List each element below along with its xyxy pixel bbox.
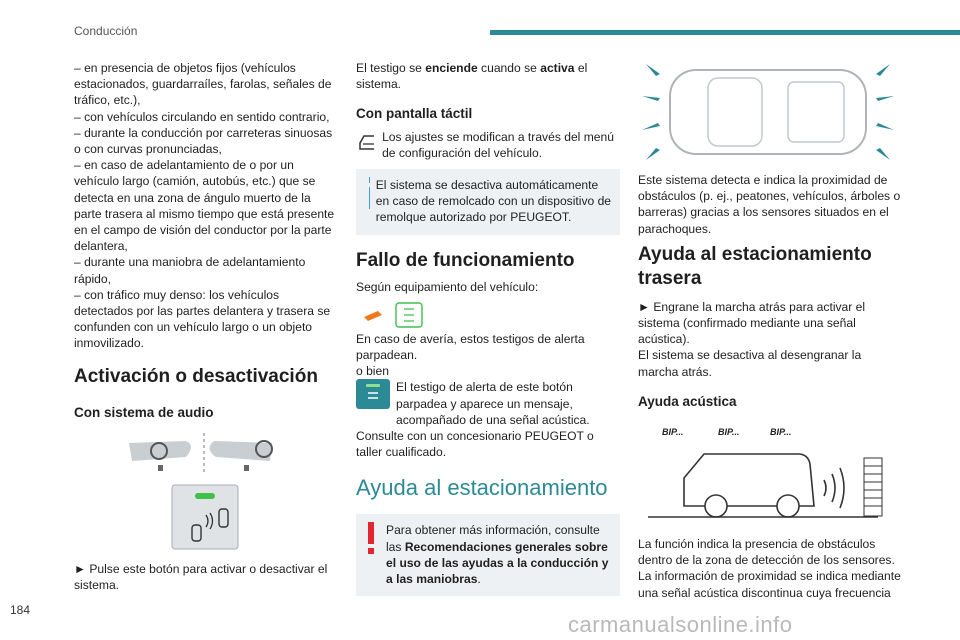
blind-spot-button-icon[interactable] [74, 483, 338, 551]
bip-label: BIP... [770, 427, 792, 438]
touch-screen-note [356, 129, 620, 161]
mirror-indicators-illustration [74, 427, 338, 475]
car-settings-icon [356, 129, 374, 155]
list-item: – en presencia de objetos fijos (vehículos estacionados, guardarraíles, farolas, señales de tráfico, etc.), [74, 61, 332, 108]
warning-text: Para obtener más información, consulte las Recomendaciones generales sobre el uso de las ayudas a la conducción y a las maniobras. [386, 523, 609, 587]
detection-text: Este sistema detecta e indica la proximidad de obstáculos (p. ej., peatones, vehículos, árboles o barreras) gracias a los sensores situados en el parachoques. [638, 173, 901, 236]
header-bar [490, 30, 960, 35]
engage-text: ► Engrane la marcha atrás para activar el sistema (confirmado mediante una señal acústica). [638, 299, 866, 347]
fault-warning-lights [356, 299, 620, 329]
section-title: Conducción [74, 24, 138, 38]
consult-text: Consulte con un concesionario PEUGEOT o taller cualificado. [356, 429, 594, 460]
wrench-icon [364, 311, 382, 321]
function-text: La función indica la presencia de obstáculos dentro de la zona de detección de los sensores. La información de proximidad se indica mediante una señal acústica discontinua cuya frecuencia [638, 537, 901, 600]
warning-box [356, 514, 620, 596]
equipment-text: Según equipamiento del vehículo: [356, 279, 539, 294]
list-item: – durante una maniobra de adelantamiento rápido, [74, 255, 306, 286]
list-item: – durante la conducción por carreteras sinuosas o con curvas pronunciadas, [74, 125, 333, 157]
info-icon [364, 177, 370, 211]
list-item: – con vehículos circulando en sentido contrario, [74, 109, 330, 124]
acoustic-illustration [638, 418, 902, 528]
fault-text: En caso de avería, estos testigos de alerta parpadean. [356, 331, 585, 363]
alert-button-icon [356, 379, 390, 409]
column-1 [74, 60, 338, 593]
list-item: – con tráfico muy denso: los vehículos detectados por las partes delantera y trasera se confunden con un vehículo largo o un objeto inmovilizado. [74, 287, 331, 351]
heading-activation: Activación o desactivación [74, 365, 318, 387]
info-box [356, 169, 620, 235]
list-item: – en caso de adelantamiento de o por un vehículo largo (camión, autobús, etc.) que se detecta en una zona de ángulo muerto de la parte trasera al mismo tiempo que está presente en el campo de visión del conductor por la parte delantera, [74, 158, 335, 254]
touch-text: Los ajustes se modifican a través del menú de configuración del vehículo. [382, 129, 614, 160]
column-3 [638, 60, 902, 601]
subheading-touch: Con pantalla táctil [356, 106, 473, 122]
bip-label: BIP... [662, 427, 684, 438]
deactivate-text: El sistema se desactiva al desengranar la marcha atrás. [638, 348, 862, 379]
heading-fault: Fallo de funcionamiento [356, 249, 575, 271]
column-2 [356, 60, 620, 596]
info-text: El sistema se desactiva automáticamente en caso de remolcado con un dispositivo de remolque autorizado por PEUGEOT. [375, 178, 612, 225]
car-sensors-illustration [638, 60, 902, 164]
warning-icon [364, 522, 378, 556]
or-text: o bien [356, 364, 389, 379]
heading-parking: Ayuda al estacionamiento [356, 475, 608, 501]
activation-text: El testigo se enciende cuando se activa el sistema. [356, 61, 588, 92]
alert-note [356, 379, 620, 428]
heading-rear-parking: Ayuda al estacionamiento trasera [638, 243, 872, 289]
alert-text: El testigo de alerta de este botón parpadea y aparece un mensaje, acompañado de una señal acústica. [396, 380, 590, 427]
watermark: carmanualsonline.info [568, 612, 793, 637]
page-number: 184 [10, 603, 31, 617]
subheading-audio: Con sistema de audio [74, 404, 214, 420]
bip-label: BIP... [718, 427, 740, 438]
subheading-acoustic: Ayuda acústica [638, 393, 737, 409]
instruction-text: ► Pulse este botón para activar o desactivar el sistema. [74, 561, 328, 593]
